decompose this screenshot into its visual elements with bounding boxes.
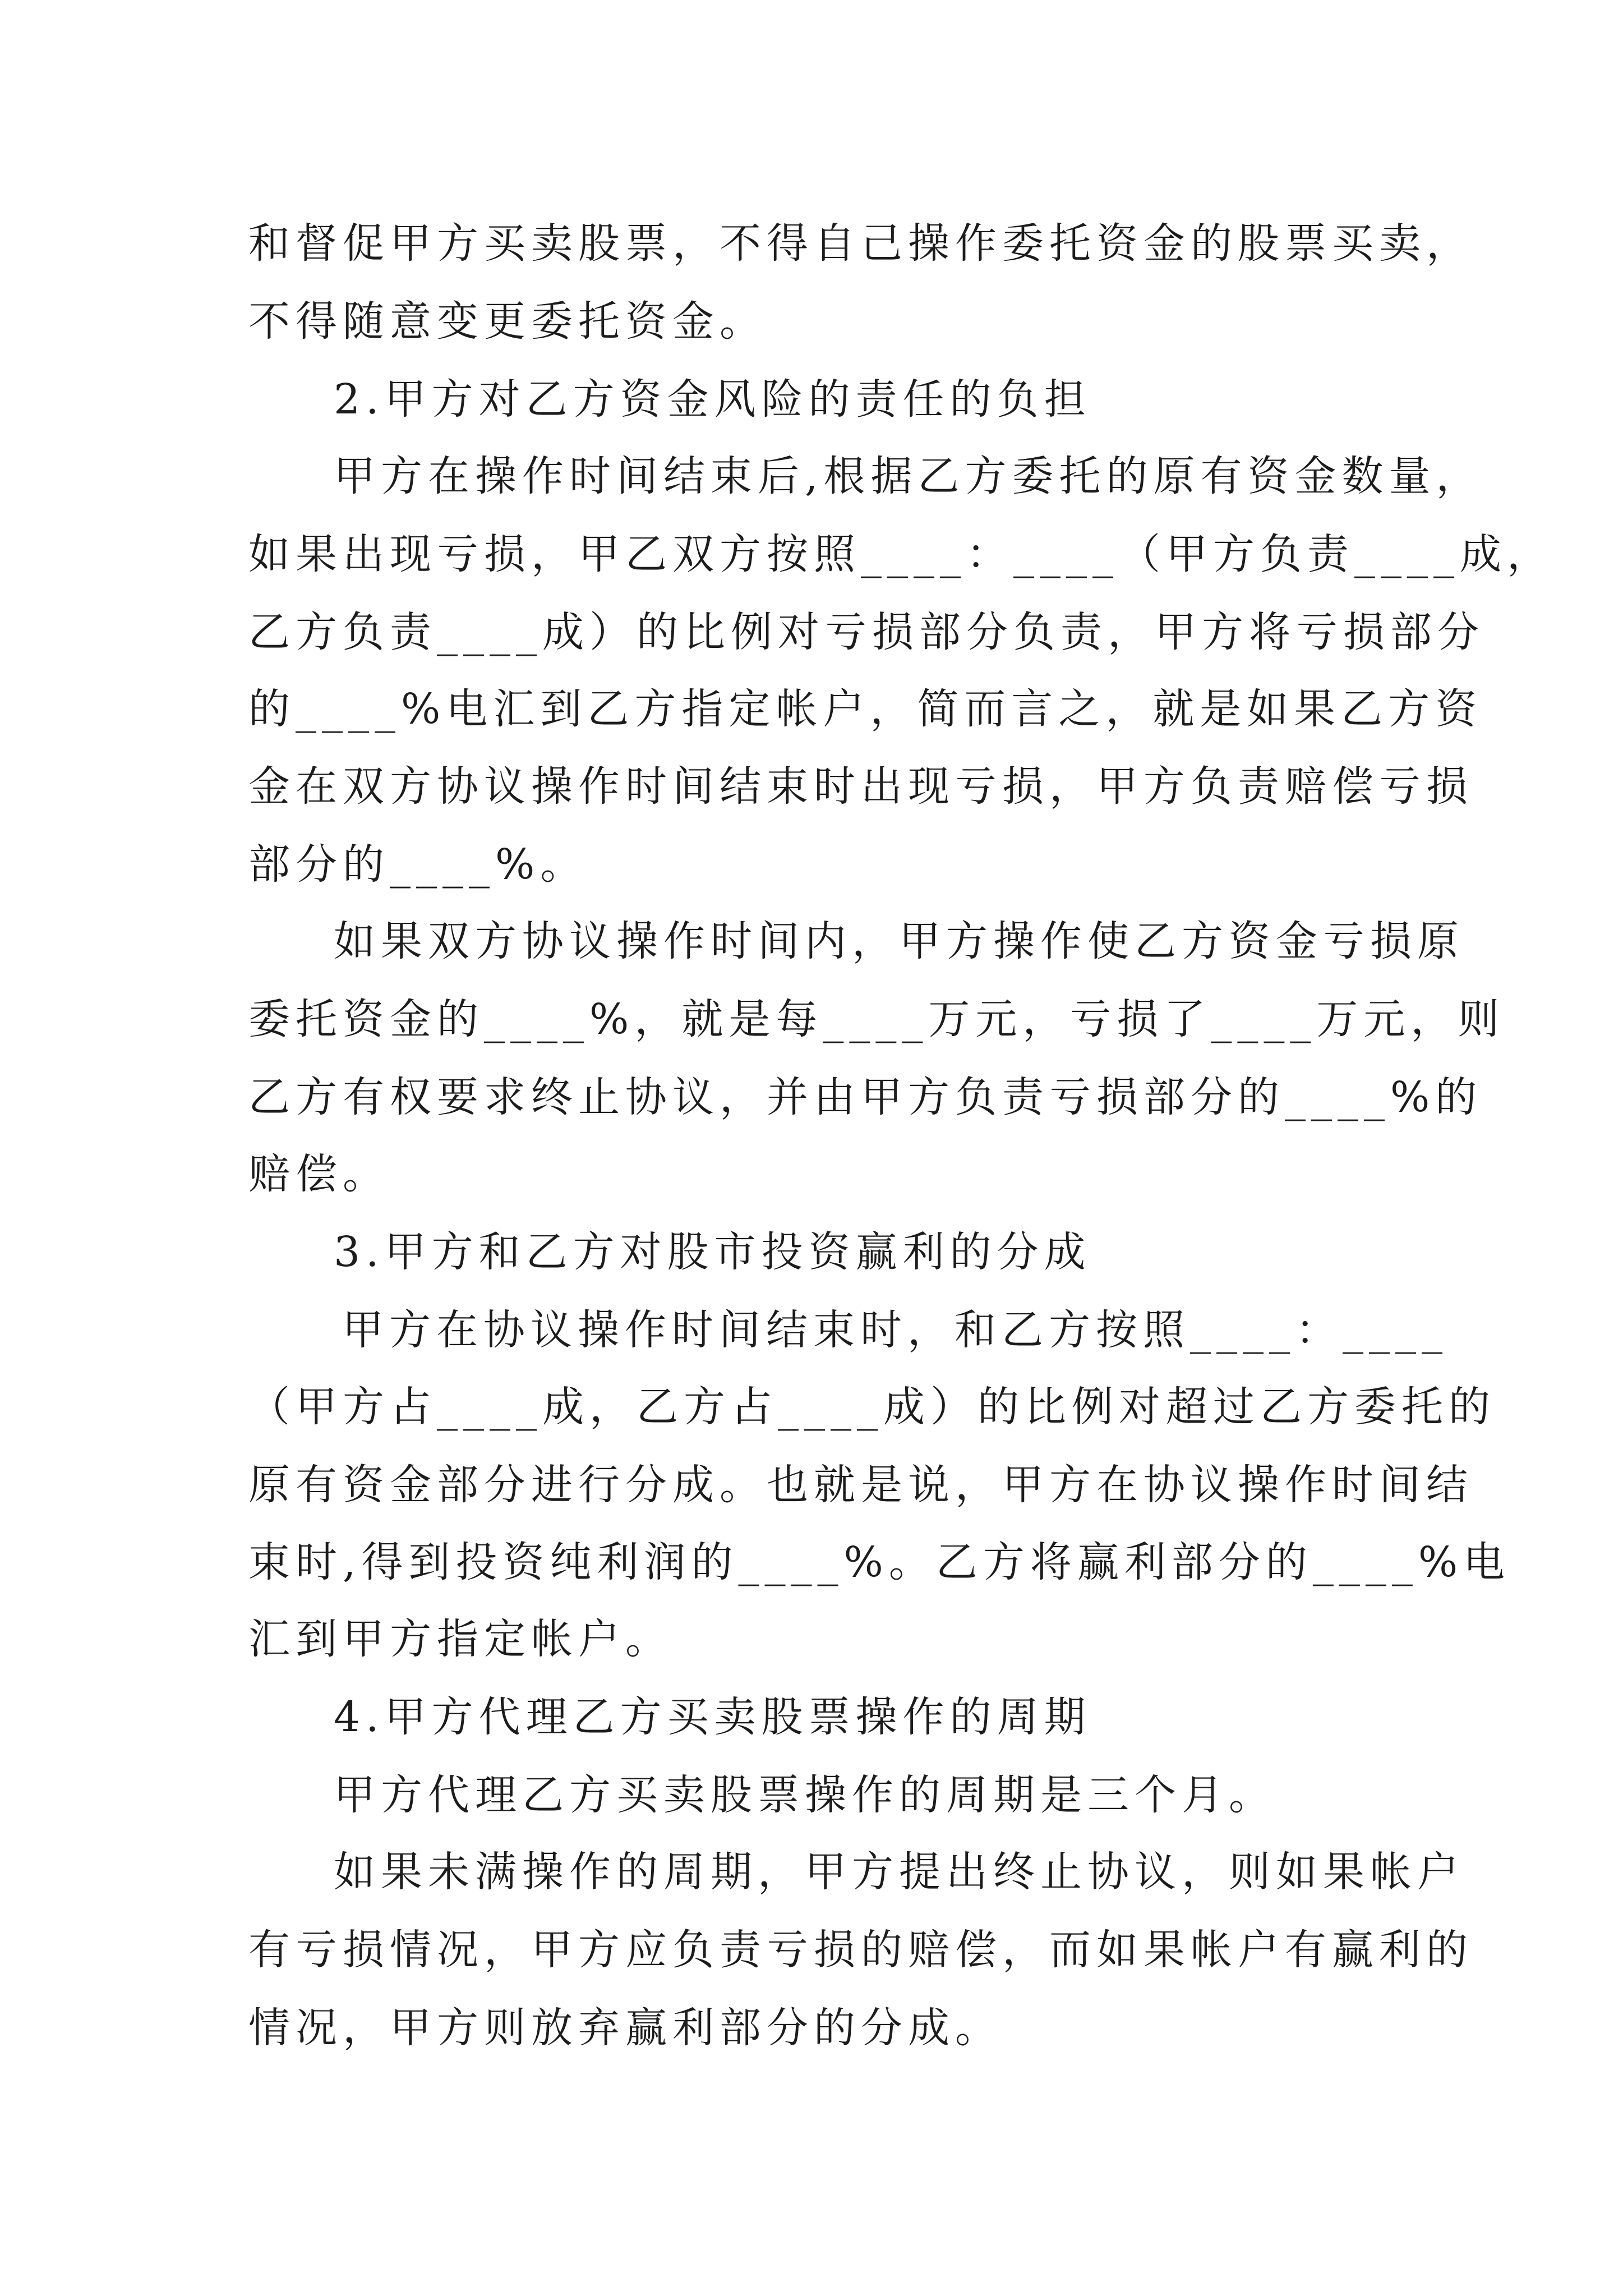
text-line: 赔偿。 bbox=[248, 1150, 390, 1198]
text-line: 委托资金的____%，就是每____万元，亏损了____万元，则 bbox=[248, 995, 1505, 1043]
text-line: 情况，甲方则放弃赢利部分的分成。 bbox=[248, 2004, 1002, 2052]
text-line: 如果未满操作的周期，甲方提出终止协议，则如果帐户 bbox=[334, 1848, 1464, 1896]
text-line: 汇到甲方指定帐户。 bbox=[248, 1615, 672, 1663]
text-line: 乙方有权要求终止协议，并由甲方负责亏损部分的____%的 bbox=[248, 1073, 1483, 1121]
text-line: 甲方代理乙方买卖股票操作的周期是三个月。 bbox=[334, 1771, 1276, 1819]
text-line: 甲方在操作时间结束后,根据乙方委托的原有资金数量， bbox=[334, 452, 1483, 500]
section-heading-4: 4.甲方代理乙方买卖股票操作的周期 bbox=[334, 1693, 1091, 1741]
text-line: 有亏损情况，甲方应负责亏损的赔偿，而如果帐户有赢利的 bbox=[248, 1926, 1473, 1974]
text-line: 乙方负责____成）的比例对亏损部分负责，甲方将亏损部分 bbox=[248, 608, 1484, 656]
text-line: 如果双方协议操作时间内，甲方操作使乙方资金亏损原 bbox=[334, 917, 1464, 965]
text-line: （甲方占____成，乙方占____成）的比例对超过乙方委托的 bbox=[248, 1383, 1496, 1431]
text-line: 部分的____%。 bbox=[248, 840, 588, 889]
section-heading-2: 2.甲方对乙方资金风险的责任的负担 bbox=[334, 375, 1091, 424]
text-line: 金在双方协议操作时间结束时出现亏损，甲方负责赔偿亏损 bbox=[248, 762, 1473, 811]
text-line: 的____%电汇到乙方指定帐户，简而言之，就是如果乙方资 bbox=[248, 685, 1483, 733]
text-line: 束时,得到投资纯利润的____%。乙方将赢利部分的____%电 bbox=[248, 1538, 1511, 1586]
text-line: 如果出现亏损，甲乙双方按照____：____（甲方负责____成， bbox=[248, 530, 1554, 578]
text-line: 和督促甲方买卖股票，不得自己操作委托资金的股票买卖， bbox=[248, 219, 1473, 268]
section-heading-3: 3.甲方和乙方对股市投资赢利的分成 bbox=[334, 1228, 1091, 1276]
text-line: 甲方在协议操作时间结束时，和乙方按照____：____ bbox=[342, 1306, 1448, 1354]
text-line: 原有资金部分进行分成。也就是说，甲方在协议操作时间结 bbox=[248, 1461, 1473, 1509]
text-line: 不得随意变更委托资金。 bbox=[248, 297, 767, 346]
